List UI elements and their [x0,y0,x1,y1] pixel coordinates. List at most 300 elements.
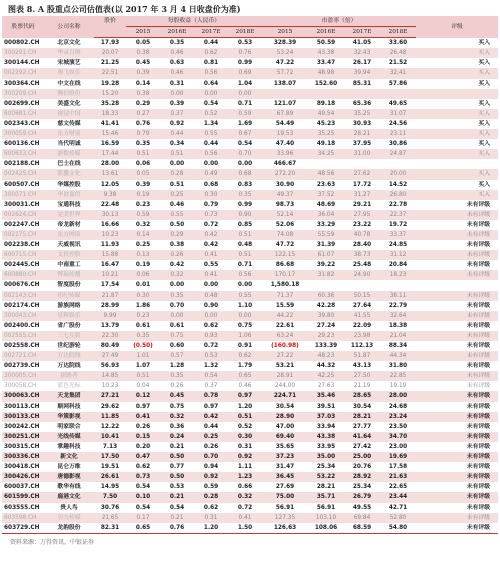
price-cell: 15.46 [94,129,126,139]
rating-cell: 未有评级 [466,443,491,450]
company-name: 天龙集团 [44,391,94,401]
header-row-1 [2,16,498,27]
eps-cell: 0.35 [160,371,194,381]
eps-cell: 0.76 [228,48,262,58]
pe-cell: 28.91 [262,371,308,381]
price-cell: 17.93 [100,40,120,47]
pe-cell: 42.71 [388,504,408,511]
rating-cell: 买入 [416,68,498,78]
stock-code: 300364.CH [4,80,40,87]
pe-cell: 60.36 [308,291,344,301]
pe-cell: 19.69 [380,452,416,462]
pe-cell: 38.73 [344,250,380,260]
table-row [2,230,498,240]
rating-cell: 未有评级 [416,291,498,301]
table-row [2,220,498,230]
stock-code: 300418.CH [4,464,40,471]
pe-cell: 27.42 [352,443,372,450]
pe-cell: 33.47 [316,60,336,67]
price-cell: 10.41 [94,432,126,442]
pe-cell [308,89,344,99]
pe-cell: 49.37 [262,190,308,200]
rating-cell: 未有评级 [416,230,498,240]
stock-code: 603729.CH [4,524,40,531]
rating-cell: 未有评级 [466,322,491,329]
table-body [2,38,498,533]
eps-cell: 0.00 [228,311,262,321]
company-name: 美盛文化 [57,100,81,107]
eps-cell: 0.72 [203,221,219,228]
eps-cell: 0.39 [126,68,160,78]
pe-cell: 86.68 [275,262,295,269]
company-name: 鹿港文化 [44,492,94,502]
rating-cell: 未有评级 [416,492,498,502]
eps-cell: 0.19 [135,262,151,269]
eps-cell: 0.44 [160,129,194,139]
eps-cell: 0.44 [203,40,219,47]
eps-cell: 0.14 [135,80,151,87]
eps-cell: 0.76 [169,524,185,531]
pe-cell: 39.22 [316,262,336,269]
price-cell: 30.76 [100,504,120,511]
pe-cell: 21.04 [380,331,416,341]
pe-cell: (160.98) [271,343,299,349]
pe-cell: 19.72 [388,221,408,228]
pe-cell: 328.39 [273,40,297,47]
pe-cell: 26.79 [344,492,380,502]
price-cell: 22.51 [94,68,126,78]
eps-cell: 0.44 [203,141,219,148]
stock-code: 300133.CH [2,412,44,422]
rating-cell: 未有评级 [466,403,491,410]
price-cell: 16.59 [100,141,120,148]
table-row [2,513,498,523]
eps-cell: 0.15 [126,432,160,442]
header-pe-group: 市盈率（倍） [262,16,416,27]
pe-cell: 27.62 [344,169,380,179]
eps-cell: 0.68 [203,181,219,188]
eps-cell: 0.00 [237,161,253,168]
eps-cell: (0.50) [133,343,153,349]
pe-cell: 49.55 [352,504,372,511]
eps-cell: 0.27 [126,109,160,119]
table-row [2,250,498,260]
pe-cell: 67.89 [262,109,308,119]
rating-cell [416,159,498,169]
company-name: 文投控股 [44,250,94,260]
price-cell: 12.22 [100,423,120,430]
eps-cell: 0.65 [135,524,151,531]
pe-cell: 48.56 [308,169,344,179]
stock-code: 002175.CH [2,230,44,240]
stock-code: 300251.CH [2,432,44,442]
table-row [2,89,498,99]
stock-code: 600037.CH [4,484,40,491]
eps-cell: 0.28 [194,492,228,502]
header-year: 2015 [262,27,308,38]
eps-cell: 0.21 [169,443,185,450]
pe-cell: 45.23 [316,120,336,127]
pe-cell: 22.65 [388,484,408,491]
pe-cell: 170.17 [262,270,308,280]
pe-cell: 127.35 [262,513,308,523]
table-row [2,79,498,89]
table-row [2,402,498,412]
stock-code: 002624.CH [2,210,44,220]
stock-code: 600880.CH [2,270,44,280]
pe-cell: 27.77 [352,423,372,430]
eps-cell: 1.06 [228,331,262,341]
pe-cell: 35.25 [344,109,380,119]
table-row [2,492,498,502]
eps-cell: 0.55 [194,129,228,139]
pe-cell [344,159,380,169]
pe-cell: 41.05 [352,40,372,47]
pe-cell: 31.27 [344,190,380,200]
company-name: 东方财富 [44,129,94,139]
pe-cell: 50.59 [316,40,336,47]
pe-cell: 30.86 [388,141,408,148]
price-cell: 21.25 [100,60,120,67]
eps-cell: 0.39 [135,181,151,188]
eps-cell: 1.01 [126,351,160,361]
pe-cell: 21.63 [380,472,416,482]
eps-cell: 0.46 [160,68,194,78]
pe-cell: 35.25 [308,129,344,139]
stock-code: 300242.CH [4,423,40,430]
pe-cell: 27.64 [352,302,372,309]
company-name: 印纪传媒 [44,291,94,301]
eps-cell: 0.62 [194,48,228,58]
price-cell: 26.61 [94,472,126,482]
pe-cell: 27.63 [317,383,335,390]
pe-cell: 41.55 [344,311,380,321]
stock-code: 002721.CH [2,351,44,361]
eps-cell: 0.63 [169,60,185,67]
table-row [2,159,498,169]
price-cell: 7.13 [102,443,118,450]
eps-cell: 0.55 [228,291,262,301]
eps-cell: 0.00 [194,311,228,321]
pe-cell: 23.00 [388,443,408,450]
rating-cell: 买入 [478,60,491,67]
pe-cell: 126.63 [273,524,297,531]
header-year: 2018E [228,27,262,38]
eps-cell: 0.67 [228,129,262,139]
company-name: 华媒控股 [57,181,81,188]
pe-cell [308,159,344,169]
rating-cell: 买入 [416,169,498,179]
pe-cell: 35.00 [308,452,344,462]
pe-cell: 24.87 [380,149,416,159]
eps-cell: 0.61 [135,322,151,329]
price-cell: 19.28 [100,80,120,87]
eps-cell: 0.81 [203,60,219,67]
rating-cell: 买入 [416,129,498,139]
pe-cell: 30.90 [275,181,295,188]
eps-cell: 0.52 [237,423,253,430]
eps-cell: 0.00 [169,282,185,289]
pe-cell: 1,580.18 [270,282,300,289]
rating-cell: 买入 [478,100,491,107]
pe-cell: 112.13 [350,343,374,349]
stock-code: 300043.CH [2,311,44,321]
stock-code: 002400.CH [4,322,40,329]
table-row [2,311,498,321]
pe-cell: 138.07 [273,80,297,87]
eps-cell: 1.10 [237,302,253,309]
price-cell: 21.65 [94,513,126,523]
eps-cell: 0.71 [237,100,253,107]
stock-code: 002555.CH [2,331,44,341]
pe-cell: 88.34 [388,343,408,349]
company-name: 巴士在线 [57,161,81,168]
pe-cell: 28.65 [344,391,380,401]
stock-code: 300031.CH [4,201,40,208]
rating-cell: 未有评级 [466,221,491,228]
eps-cell: 0.31 [237,443,253,450]
table-row [2,210,498,220]
rating-cell: 未有评级 [416,412,498,422]
stock-code: 600507.CH [4,181,40,188]
table-row [2,381,498,391]
eps-cell: 0.69 [228,68,262,78]
company-name: 视觉中国 [44,109,94,119]
stock-code: 600633.CH [2,149,44,159]
eps-cell: 0.30 [126,291,160,301]
rating-cell: 未有评级 [466,363,491,370]
pe-cell: 53.22 [308,472,344,482]
table-row [2,422,498,432]
stock-code: 000802.CH [4,39,40,46]
eps-cell: 0.72 [237,504,253,511]
header-year: 2016E [308,27,344,38]
rating-cell: 未有评级 [416,391,498,401]
pe-cell: 31.80 [388,363,408,370]
eps-cell: 0.00 [160,89,194,99]
eps-cell: 0.71 [237,262,253,269]
price-cell: 7.50 [94,492,126,502]
eps-cell: 0.31 [194,513,228,523]
pe-cell: 47.00 [275,423,295,430]
pe-cell: 22.09 [352,322,372,329]
pe-cell: 33.60 [388,40,408,47]
eps-cell: 0.76 [135,120,151,127]
table-row [2,270,498,280]
pe-cell: 40.78 [344,230,380,240]
eps-cell: 0.26 [135,423,151,430]
pe-cell [308,280,344,290]
pe-cell: 47.72 [275,242,295,249]
price-cell: 56.93 [100,363,120,370]
eps-cell: 0.91 [237,343,253,349]
eps-cell: 0.06 [135,161,151,168]
pe-cell [344,89,380,99]
eps-cell: 0.05 [135,40,151,47]
stock-code: 300144.CH [4,60,40,67]
pe-cell: 272.20 [262,169,308,179]
company-name: 光线传媒 [44,432,94,442]
eps-cell: 0.51 [126,371,160,381]
pe-cell: 28.21 [344,129,380,139]
eps-cell: 0.48 [194,291,228,301]
eps-cell: 0.54 [135,504,151,511]
eps-cell: 0.53 [237,40,253,47]
eps-cell: 0.51 [169,181,185,188]
pe-cell: 17.58 [388,464,408,471]
price-cell: 41.41 [100,120,120,127]
pe-cell: 27.50 [344,371,380,381]
price-cell: 16.47 [100,262,120,269]
stock-code: 002739.CH [4,363,40,370]
price-cell: 18.33 [94,109,126,119]
pe-cell: 31.82 [308,270,344,280]
pe-cell: 31.07 [380,109,416,119]
pe-cell: 98.73 [275,201,295,208]
pe-cell: 35.71 [308,492,344,502]
rating-cell: 未有评级 [466,504,491,511]
eps-cell: 0.55 [160,210,194,220]
rating-cell: 买入 [416,109,498,119]
eps-cell: 0.41 [194,270,228,280]
stock-code: 600715.CH [2,250,44,260]
eps-cell: 0.39 [169,100,185,107]
stock-code: 002174.CH [4,302,40,309]
pe-cell: 49.18 [316,141,336,148]
rating-cell: 未有评级 [466,484,491,491]
rating-cell: 未有评级 [466,201,491,208]
pe-cell: 122.15 [262,250,308,260]
eps-cell: 1.50 [237,524,253,531]
pe-cell: 25.00 [344,452,380,462]
company-name: 东方网络 [44,230,94,240]
pe-cell: 37.52 [308,190,344,200]
company-name: 万达院线 [44,351,94,361]
pe-cell: 33.29 [316,221,336,228]
rating-cell: 买入 [416,190,498,200]
pe-cell: 26.48 [380,48,416,58]
pe-cell: 21.19 [353,383,371,390]
eps-cell: 0.54 [194,371,228,381]
stock-code: 300071.CH [2,190,44,200]
eps-cell: 1.69 [237,120,253,127]
pe-cell: 26.17 [352,60,372,67]
eps-cell: 0.29 [135,100,151,107]
eps-cell: 0.50 [169,221,185,228]
company-name: 浙数传媒 [44,149,94,159]
header-price: 股价 [94,16,126,27]
price-cell: 29.62 [100,403,120,410]
eps-cell: 0.35 [135,141,151,148]
price-cell: 9.38 [94,190,126,200]
eps-cell: 0.57 [160,351,194,361]
header-name: 公司名称 [44,16,94,38]
pe-cell: 53.24 [262,48,308,58]
header-eps-group: 每股收益（人民币） [126,16,262,27]
company-name: 新文化 [44,452,94,462]
pe-cell: 30.93 [352,120,372,127]
company-name: 完美世界 [44,210,94,220]
pe-cell: 54.49 [275,120,295,127]
pe-cell [380,280,416,290]
eps-cell: 0.70 [169,302,185,309]
eps-cell: 0.32 [228,492,262,502]
eps-cell: 0.41 [228,513,262,523]
eps-cell: 0.01 [135,282,151,289]
pe-cell: 31.39 [316,242,336,249]
eps-cell: 1.11 [237,464,253,471]
pe-cell: 44.34 [380,351,416,361]
rating-cell: 未有评级 [466,464,491,471]
pe-cell: 47.22 [275,60,295,67]
eps-cell: 0.90 [203,302,219,309]
stock-code: 000676.CH [4,282,40,289]
pe-cell: 36.04 [308,210,344,220]
eps-cell: 0.77 [169,464,185,471]
price-cell: 17.44 [94,149,126,159]
table-row [2,129,498,139]
pe-cell: 48.98 [308,68,344,78]
pe-cell: 28.40 [352,242,372,249]
eps-cell: 0.23 [135,201,151,208]
stock-code: 002445.CH [4,262,40,269]
pe-cell: 22.78 [388,201,408,208]
rating-cell: 未有评级 [416,210,498,220]
eps-cell: 0.46 [160,48,194,58]
eps-cell: 1.79 [237,363,253,370]
table-row [2,442,498,452]
pe-cell: 25.34 [316,464,336,471]
eps-cell: 0.38 [126,48,160,58]
table-row [2,190,498,200]
pe-cell: 23.44 [380,492,416,502]
pe-cell: 43.13 [352,363,372,370]
pe-cell: 152.60 [314,80,338,87]
eps-cell: 0.50 [160,452,194,462]
pe-cell: 32.43 [344,48,380,58]
pe-cell: 23.50 [388,423,408,430]
pe-cell: 23.11 [380,129,416,139]
stock-code: 002343.CH [4,120,40,127]
company-name: 华谊嘉信 [44,190,94,200]
pe-cell: 52.80 [380,513,416,523]
price-cell: 80.49 [100,343,120,349]
eps-cell: 0.42 [194,230,228,240]
pe-cell: 103.10 [308,513,344,523]
pe-cell: 35.46 [308,391,344,401]
company-name: 探路者 [44,371,94,381]
pe-cell: 121.07 [273,100,297,107]
pe-cell: 89.18 [316,100,336,107]
eps-cell: 0.23 [126,311,160,321]
price-cell: 21.87 [94,291,126,301]
price-cell: 27.21 [94,391,126,401]
eps-cell: 0.00 [203,282,219,289]
eps-cell: 0.21 [160,492,194,502]
header-price-blank [94,27,126,38]
company-name: 龙韵股份 [57,524,81,531]
eps-cell: 0.14 [126,230,160,240]
pe-cell: 47.40 [275,141,295,148]
company-name: 省广股份 [57,322,81,329]
eps-cell: 1.34 [203,120,219,127]
price-cell: 28.99 [100,302,120,309]
pe-cell: 38.11 [380,291,416,301]
eps-cell: 0.78 [194,391,228,401]
eps-cell: 0.51 [126,149,160,159]
stock-code: 601599.CH [2,492,44,502]
stock-code: 603598.CH [2,513,44,523]
